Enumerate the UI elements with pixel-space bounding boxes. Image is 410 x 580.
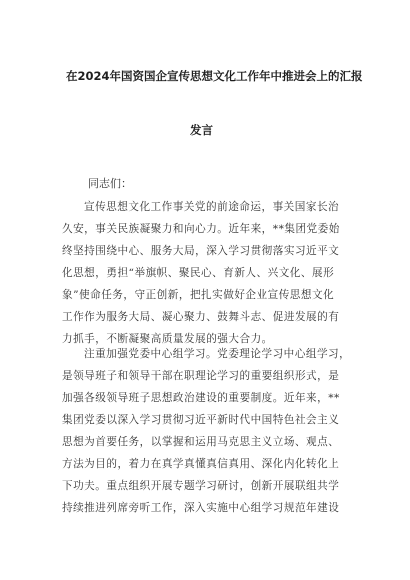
text-line: 思想为首要任务，以掌握和运用马克思主义立场、观点、 xyxy=(62,436,340,448)
text-line: 是领导班子和领导干部在职理论学习的重要组织形式，是 xyxy=(62,370,340,382)
document-title: 在2024年国资国企宣传思想文化工作年中推进会上的汇报 xyxy=(66,69,363,83)
text-line: 下功夫。重点组织开展专题学习研讨，创新开展联组共学 xyxy=(62,480,340,492)
text-line: 化思想，勇担“举旗帜、聚民心、育新人、兴文化、展形 xyxy=(62,267,335,279)
text-line: 力抓手，不断凝聚高质量发展的强大合力。 xyxy=(62,333,273,345)
text-line: 工作作为服务大局、凝心聚力、鼓舞斗志、促进发展的有 xyxy=(62,311,340,323)
text-line: 象”使命任务，守正创新，把扎实做好企业宣传思想文化 xyxy=(62,289,335,301)
text-line: 方法为目的，着力在真学真懂真信真用、深化内化转化上 xyxy=(62,458,340,470)
text-line: 加强各级领导班子思想政治建设的重要制度。近年来，** xyxy=(62,392,340,404)
text-line: 宣传思想文化工作事关党的前途命运，事关国家长治 xyxy=(84,201,340,213)
text-line: 持续推进列席旁听工作，深入实施中心组学习规范年建设 xyxy=(62,502,340,514)
text-line: 集团党委以深入学习贯彻习近平新时代中国特色社会主义 xyxy=(62,414,340,426)
document-subtitle: 发言 xyxy=(190,123,213,137)
salutation: 同志们： xyxy=(88,177,132,190)
paragraph-2 xyxy=(62,343,352,519)
text-line: 注重加强党委中心组学习。党委理论学习中心组学习， xyxy=(84,348,351,360)
text-line: 终坚持围绕中心、服务大局，深入学习贯彻落实习近平文 xyxy=(62,245,340,257)
text-line: 久安，事关民族凝聚力和向心力。近年来，**集团党委始 xyxy=(62,223,340,235)
paragraph-1 xyxy=(62,196,352,350)
